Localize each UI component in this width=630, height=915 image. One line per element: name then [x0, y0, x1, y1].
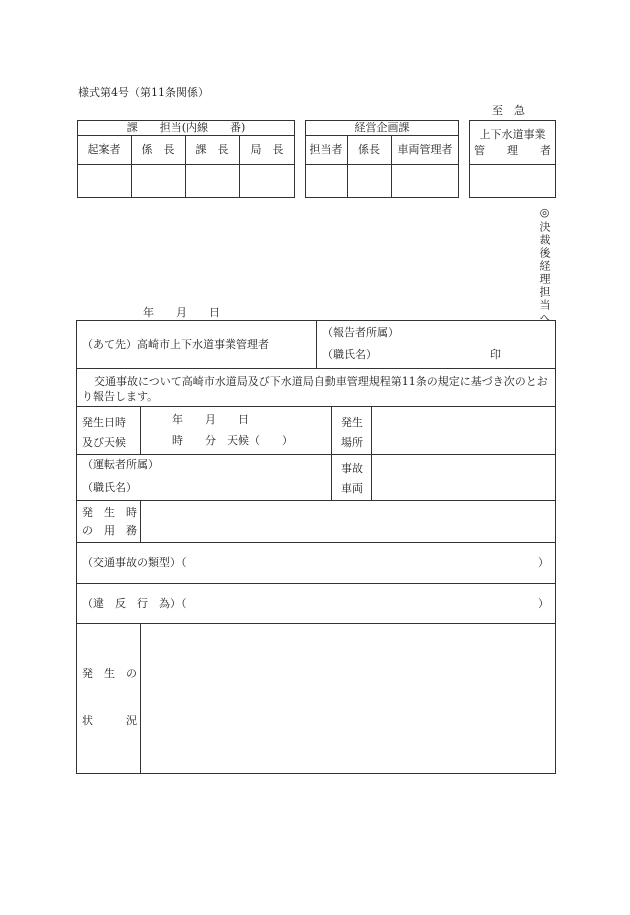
occurrence-datetime-label: 発生日時 及び天候: [82, 416, 126, 449]
situation-label-line-1: 発 生 の: [82, 667, 137, 680]
accident-type-close: ）: [538, 556, 549, 569]
addressee: （あて先）高崎市上下水道事業管理者: [82, 338, 269, 351]
approval-col-vehicle-manager: 車両管理者: [397, 143, 453, 156]
accident-type-field[interactable]: [190, 552, 530, 574]
driver-affiliation-label: （運転者所属）: [82, 458, 159, 471]
reporter-name-label: （職氏名）: [322, 348, 377, 361]
driver-name-label: （職氏名）: [82, 481, 137, 494]
vehicle-label: 事故 車両: [341, 462, 363, 495]
location-field[interactable]: [372, 407, 555, 453]
violation-label: （違 反 行 為）（: [82, 597, 187, 610]
location-label: 発生 場所: [341, 416, 363, 449]
approval-col-chief: 係 長: [141, 143, 175, 156]
accident-type-label: （交通事故の類型）（: [82, 556, 187, 569]
violation-close: ）: [538, 597, 549, 610]
approval-col-section-head: 課 長: [195, 143, 229, 156]
approval-stamp-section-head[interactable]: [186, 165, 238, 197]
report-date: 年 月 日: [143, 306, 220, 319]
approval-stamp-water-manager[interactable]: [470, 165, 555, 197]
approval-stamp-director[interactable]: [240, 165, 294, 197]
situation-field[interactable]: [141, 624, 555, 773]
approval-stamp-chief-2[interactable]: [348, 165, 390, 197]
reporter-affiliation-label: （報告者所属）: [322, 326, 399, 339]
reporter-affiliation-field[interactable]: [400, 324, 550, 342]
approval-col-water-manager: 上下水道事業 管 理 者: [474, 128, 551, 157]
occurrence-time-weather[interactable]: 時 分 天候（ ）: [172, 434, 293, 447]
approval-col-chief-2: 係長: [358, 143, 380, 156]
approval-col-staff: 担当者: [309, 143, 343, 156]
vertical-note: ◎決裁後経理担当へ: [538, 206, 551, 325]
approval-col-director: 局 長: [250, 143, 284, 156]
situation-label-line-2: 状 況: [82, 714, 137, 727]
urgent-label: 至 急: [492, 104, 525, 117]
purpose-label: 発 生 時 の 用 務: [82, 506, 137, 537]
violation-field[interactable]: [190, 592, 530, 614]
approval-stamp-vehicle-manager[interactable]: [392, 165, 458, 197]
purpose-field[interactable]: [141, 501, 555, 541]
approval-group-1-header: 課 担当(内線 番): [126, 121, 246, 134]
form-title: 様式第4号（第11条関係）: [78, 86, 209, 99]
intro-statement: 交通事故について高崎市水道局及び下水道局自動車管理規程第11条の規定に基づき次のとおり報告します。: [82, 375, 548, 403]
seal-mark: 印: [490, 348, 501, 361]
approval-stamp-chief[interactable]: [132, 165, 184, 197]
occurrence-date[interactable]: 年 月 日: [172, 413, 249, 426]
approval-stamp-staff[interactable]: [306, 165, 346, 197]
approval-col-drafter: 起案者: [87, 143, 121, 156]
approval-stamp-drafter[interactable]: [78, 165, 130, 197]
reporter-name-field[interactable]: [380, 346, 484, 364]
driver-field[interactable]: [170, 456, 328, 498]
vehicle-field[interactable]: [372, 455, 555, 499]
approval-group-2-header: 経営企画課: [354, 121, 410, 134]
